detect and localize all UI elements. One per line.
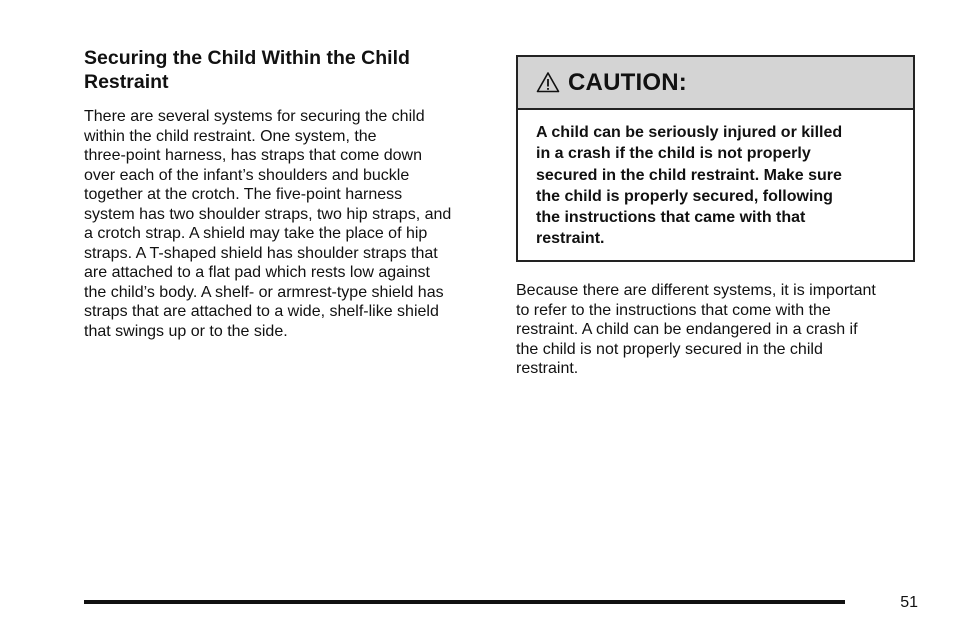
section-heading: Securing the Child Within the Child Restraint	[84, 47, 410, 93]
right-body-text: Because there are different systems, it is important to refer to the instructions that come with the restraint. A child can be endangered in a crash if the child is not properly secured in the child restraint.	[516, 282, 876, 377]
left-body-text: There are several systems for securing the child within the child restraint. One system, the three-point harness, has straps that come down over each of the infant’s shoulders and buckle together at the crotch. The five-point harness system has two shoulder straps, two hip straps, and a crotch strap. A shield may take the place of hip straps. A T-shaped shield has shoulder straps that are attached to a flat pad which rests low against the child’s body. A shelf- or armrest-type shield has straps that are attached to a wide, shelf-like shield that swings up or to the side.	[84, 108, 452, 340]
left-column	[84, 46, 488, 341]
caution-header	[518, 57, 913, 110]
caution-title: CAUTION:	[568, 68, 687, 96]
warning-triangle-icon	[536, 71, 560, 93]
caution-box	[516, 55, 915, 262]
page-number: 51	[900, 594, 918, 611]
caution-text: A child can be seriously injured or killed in a crash if the child is not properly secured in the child restraint. Make sure the child is properly secured, following the instructions that came with that restraint.	[536, 124, 843, 248]
footer-rule	[84, 600, 845, 604]
right-column	[516, 281, 921, 379]
